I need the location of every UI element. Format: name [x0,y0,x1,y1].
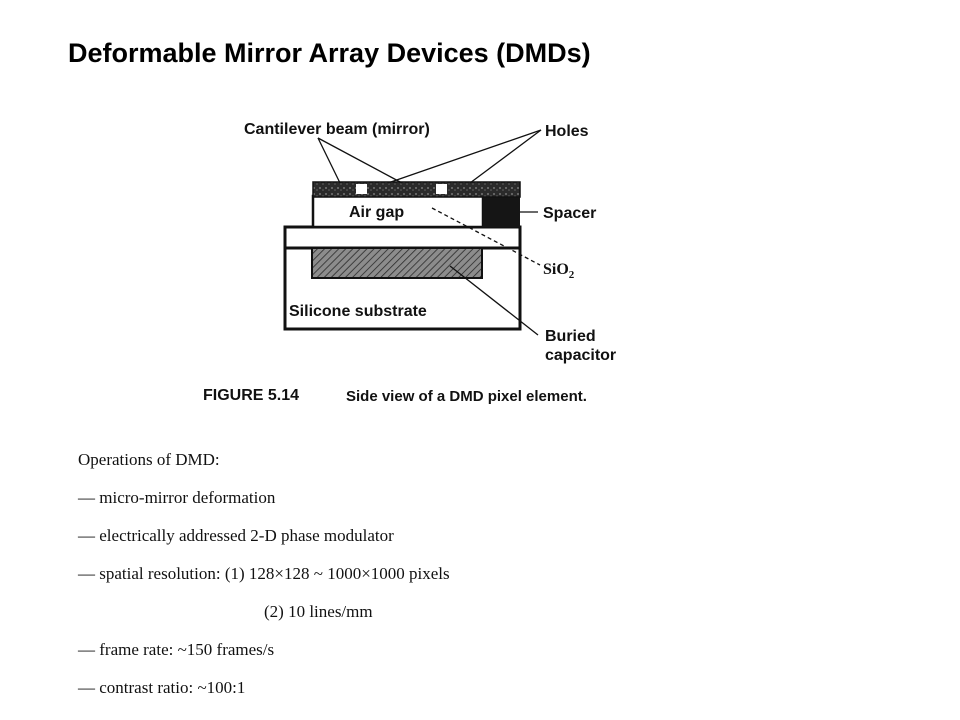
operations-list [78,449,450,715]
label-holes: Holes [545,123,589,140]
spacer [483,196,520,227]
label-spacer: Spacer [543,205,597,222]
list-item: — contrast ratio: ~100:1 [78,678,246,697]
hole [356,184,367,194]
operations-heading: Operations of DMD: [78,450,220,469]
label-sio2: SiO$_2$ [543,261,575,281]
label-buried-line1: Buried [545,328,596,345]
cantilever-beam [313,182,520,197]
label-buried-line2: capacitor [545,347,617,364]
list-item: — frame rate: ~150 frames/s [78,640,275,659]
figure-caption-text: Side view of a DMD pixel element. [346,388,587,405]
list-item: — micro-mirror deformation [78,488,276,507]
sio2-layer [285,227,520,248]
hole [436,184,447,194]
buried-capacitor [312,248,482,278]
label-cantilever-beam: Cantilever beam (mirror) [244,121,430,138]
list-item: — electrically addressed 2-D phase modulator [78,526,394,545]
label-substrate: Silicone substrate [289,303,427,320]
list-item: (2) 10 lines/mm [264,602,373,621]
page-title: Deformable Mirror Array Devices (DMDs) [68,38,591,68]
label-air-gap: Air gap [349,204,405,221]
list-item: — spatial resolution: (1) 128×128 ~ 1000×1000 pixels [78,564,450,583]
figure-caption-number: FIGURE 5.14 [203,387,300,404]
